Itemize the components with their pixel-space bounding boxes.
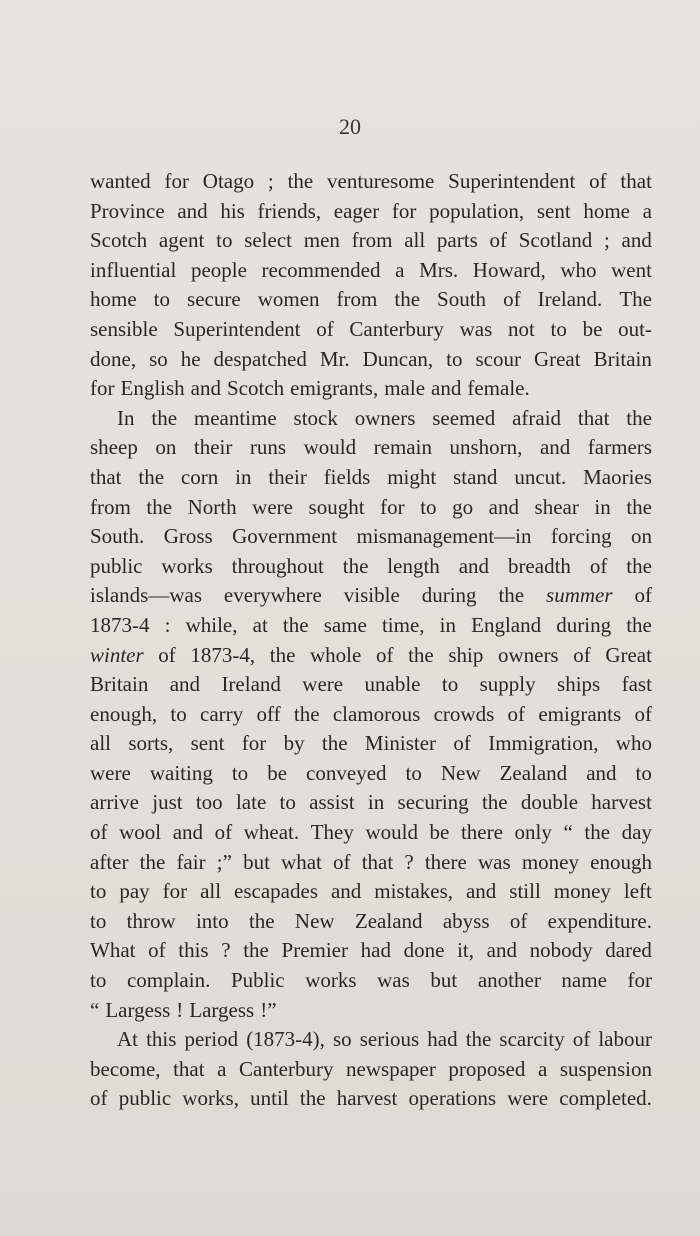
text-line: to complain. Public works was but another name for [90, 968, 652, 993]
text-line: islands—was everywhere visible during the summer of [90, 583, 652, 608]
text-line: Province and his friends, eager for population, sent home a [90, 198, 652, 223]
text-line: arrive just too late to assist in securing the double harvest [90, 790, 652, 815]
text-line: 1873-4 : while, at the same time, in England during the [90, 612, 652, 637]
text-line: after the fair ;” but what of that ? there was money enough [90, 849, 652, 874]
text-line: to throw into the New Zealand abyss of expenditure. [90, 908, 652, 933]
text-line: Britain and Ireland were unable to supply ships fast [90, 672, 652, 697]
text-line: winter of 1873-4, the whole of the ship owners of Great [90, 642, 652, 667]
text-line: public works throughout the length and breadth of the [90, 553, 652, 578]
body-text [90, 167, 652, 1114]
text-line: In the meantime stock owners seemed afraid that the [117, 405, 652, 430]
text-line: “ Largess ! Largess !” [90, 997, 277, 1022]
text-line: to pay for all escapades and mistakes, and still money left [90, 879, 652, 904]
text-line: all sorts, sent for by the Minister of Immigration, who [90, 731, 652, 756]
text-line: of public works, until the harvest operations were completed. [90, 1086, 652, 1111]
text-line: enough, to carry off the clamorous crowds of emigrants of [90, 701, 652, 726]
text-line: South. Gross Government mismanagement—in forcing on [90, 524, 652, 549]
text-line: of wool and of wheat. They would be there only “ the day [90, 820, 652, 845]
text-line: for English and Scotch emigrants, male and female. [90, 376, 530, 401]
text-line: sheep on their runs would remain unshorn, and farmers [90, 435, 652, 460]
text-line: At this period (1873-4), so serious had the scarcity of labour [117, 1027, 652, 1052]
text-line: were waiting to be conveyed to New Zealand and to [90, 760, 652, 785]
text-line: wanted for Otago ; the venturesome Superintendent of that [90, 169, 652, 193]
text-line: Scotch agent to select men from all parts of Scotland ; and [90, 228, 652, 253]
page-number: 20 [339, 114, 361, 139]
text-line: that the corn in their fields might stand uncut. Maories [90, 464, 652, 489]
text-line: become, that a Canterbury newspaper proposed a suspension [90, 1056, 652, 1081]
text-line: sensible Superintendent of Canterbury was not to be out- [90, 316, 652, 341]
text-line: influential people recommended a Mrs. Howard, who went [90, 257, 652, 282]
text-line: from the North were sought for to go and shear in the [90, 494, 652, 519]
text-line: home to secure women from the South of Ireland. The [90, 287, 652, 312]
text-line: done, so he despatched Mr. Duncan, to scour Great Britain [90, 346, 652, 371]
text-line: What of this ? the Premier had done it, and nobody dared [90, 938, 652, 963]
